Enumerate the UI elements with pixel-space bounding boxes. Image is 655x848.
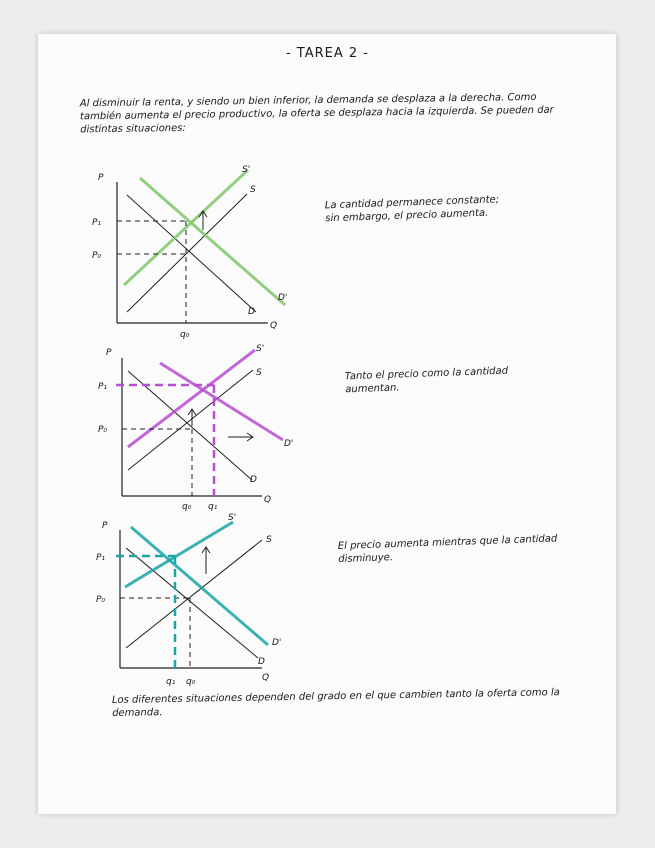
p-axis-label: P xyxy=(102,521,108,531)
p1-label: P₁ xyxy=(98,382,108,392)
graph-1-note: La cantidad permanece constante; sin embargo, el precio aumenta. xyxy=(324,194,500,225)
graph-2-note: Tanto el precio como la cantidad aumentan. xyxy=(344,365,509,396)
d1-label: D' xyxy=(284,439,294,449)
p-axis-label: P xyxy=(98,173,104,183)
q0-label: q₀ xyxy=(182,502,192,512)
q-axis-label: Q xyxy=(264,495,272,505)
q0-label: q₀ xyxy=(180,330,190,340)
d1-label: D' xyxy=(272,638,282,648)
s-label: S xyxy=(266,535,272,545)
p0-label: P₀ xyxy=(96,595,106,605)
s1-label: S' xyxy=(256,344,265,354)
p1-label: P₁ xyxy=(92,218,102,228)
d1-label: D' xyxy=(278,293,288,303)
q0-label: q₀ xyxy=(186,677,196,687)
q-axis-label: Q xyxy=(262,673,270,683)
p0-label: P₀ xyxy=(98,425,108,435)
s-label: S xyxy=(256,368,262,378)
p0-label: P₀ xyxy=(92,251,102,261)
p-axis-label: P xyxy=(106,348,112,358)
s1-label: S' xyxy=(228,513,237,523)
s1-label: S' xyxy=(242,165,251,175)
page-title: - TAREA 2 - xyxy=(285,46,369,61)
s-label: S xyxy=(250,185,256,195)
d-label: D xyxy=(250,475,257,485)
p1-label: P₁ xyxy=(96,553,106,563)
d-label: D xyxy=(258,657,265,667)
q-axis-label: Q xyxy=(270,321,278,331)
conclusion-paragraph: Los diferentes situaciones dependen del grado en el que cambien tanto la oferta como la demanda. xyxy=(111,687,560,720)
graph-3-note: El precio aumenta mientras que la cantidad disminuye. xyxy=(337,533,558,566)
q1-label: q₁ xyxy=(166,677,176,687)
intro-paragraph: Al disminuir la renta, y siendo un bien inferior, la demanda se desplaza a la derecha. Como también aumenta el precio productivo, la oferta se desplaza hacia la izquierda. Se pueden dar distintas situaciones: xyxy=(79,91,554,136)
q1-label: q₁ xyxy=(208,502,218,512)
d-label: D xyxy=(248,307,255,317)
